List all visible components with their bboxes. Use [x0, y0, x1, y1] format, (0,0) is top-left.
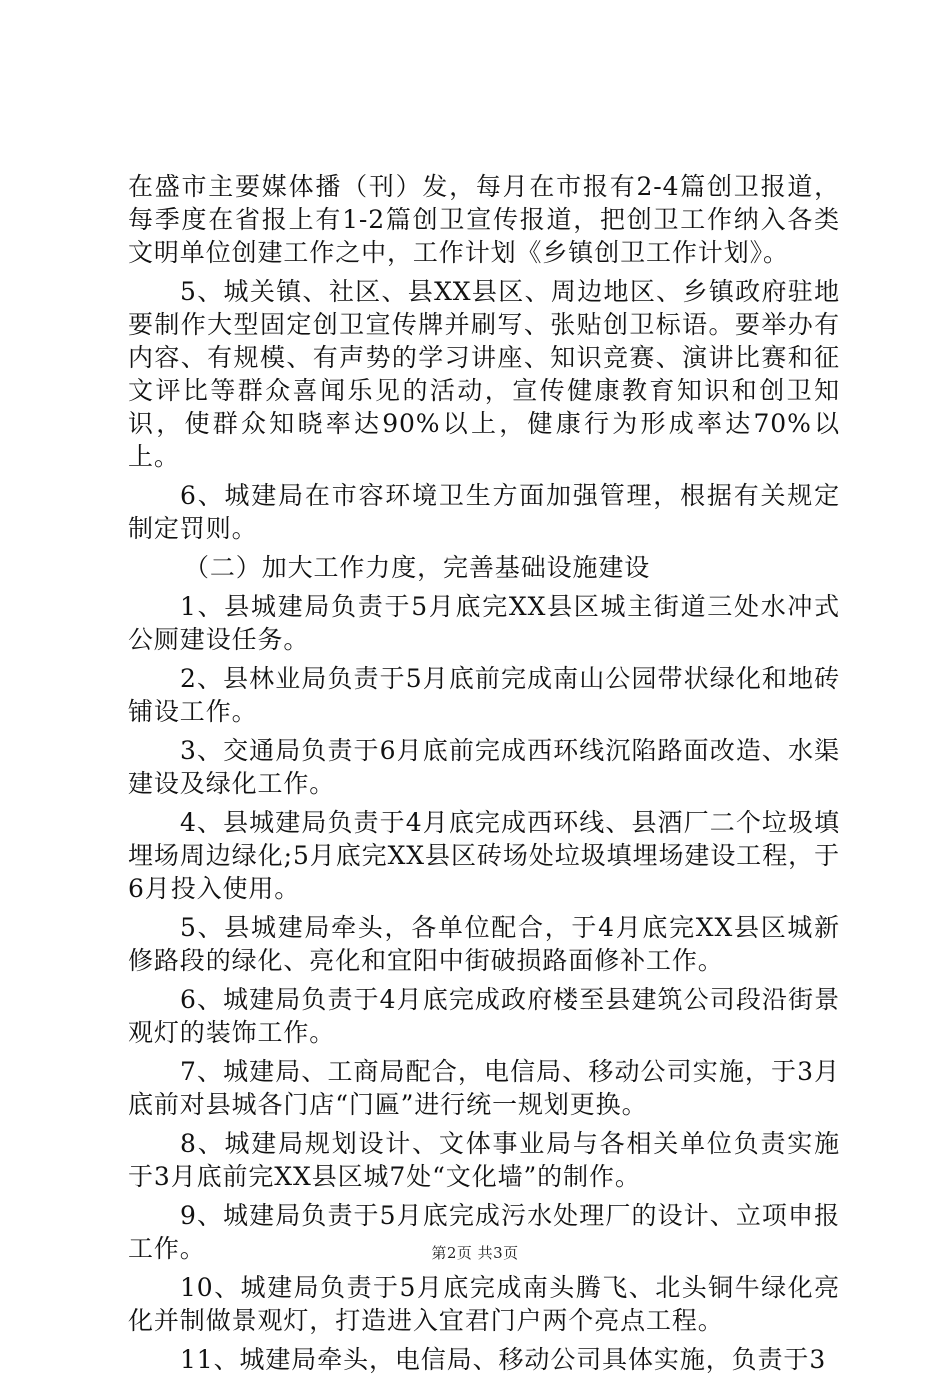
page-number-footer: 第2页 共3页 — [431, 1244, 519, 1262]
paragraph-item-6: 6、城建局在市容环境卫生方面加强管理，根据有关规定制定罚则。 — [128, 481, 840, 543]
paragraph-continuation: 在盛市主要媒体播（刊）发，每月在市报有2-4篇创卫报道，每季度在省报上有1-2篇创卫宣传报道，把创卫工作纳入各类文明单位创建工作之中，工作计划《乡镇创卫工作计划》。 — [128, 172, 840, 267]
paragraph-item-11: 11、城建局牵头，电信局、移动公司具体实施，负责于3 — [180, 1345, 827, 1374]
paragraph-item-9: 9、城建局负责于5月底完成污水处理厂的设计、立项申报工作。 — [128, 1201, 840, 1263]
paragraph-item-5: 5、城关镇、社区、县XX县区、周边地区、乡镇政府驻地要制作大型固定创卫宣传牌并刷写、张贴创卫标语。要举办有内容、有规模、有声势的学习讲座、知识竞赛、演讲比赛和征文评比等群众喜闻乐见的活动，宣传健康教育知识和创卫知识，使群众知晓率达90%以上，健康行为形成率达70%以上。 — [128, 277, 840, 471]
paragraph-item-1: 1、县城建局负责于5月底完XX县区城主街道三处水冲式公厕建设任务。 — [128, 592, 840, 654]
paragraph-item-6b: 6、城建局负责于4月底完成政府楼至县建筑公司段沿街景观灯的装饰工作。 — [128, 985, 840, 1047]
paragraph-item-8: 8、城建局规划设计、文体事业局与各相关单位负责实施于3月底前完XX县区城7处“文化墙”的制作。 — [128, 1129, 840, 1191]
section-heading: （二）加大工作力度，完善基础设施建设 — [184, 553, 651, 582]
document-body — [128, 170, 840, 1382]
paragraph-item-4: 4、县城建局负责于4月底完成西环线、县酒厂二个垃圾填埋场周边绿化;5月底完XX县区砖场处垃圾填埋场建设工程，于6月投入使用。 — [128, 808, 840, 903]
paragraph-item-3: 3、交通局负责于6月底前完成西环线沉陷路面改造、水渠建设及绿化工作。 — [128, 736, 840, 798]
paragraph-item-2: 2、县林业局负责于5月底前完成南山公园带状绿化和地砖铺设工作。 — [128, 664, 840, 726]
paragraph-item-7: 7、城建局、工商局配合，电信局、移动公司实施，于3月底前对县城各门店“门匾”进行统一规划更换。 — [128, 1057, 840, 1119]
paragraph-item-5b: 5、县城建局牵头，各单位配合，于4月底完XX县区城新修路段的绿化、亮化和宜阳中街破损路面修补工作。 — [128, 913, 840, 975]
paragraph-item-10: 10、城建局负责于5月底完成南头腾飞、北头铜牛绿化亮化并制做景观灯，打造进入宜君门户两个亮点工程。 — [128, 1273, 840, 1335]
